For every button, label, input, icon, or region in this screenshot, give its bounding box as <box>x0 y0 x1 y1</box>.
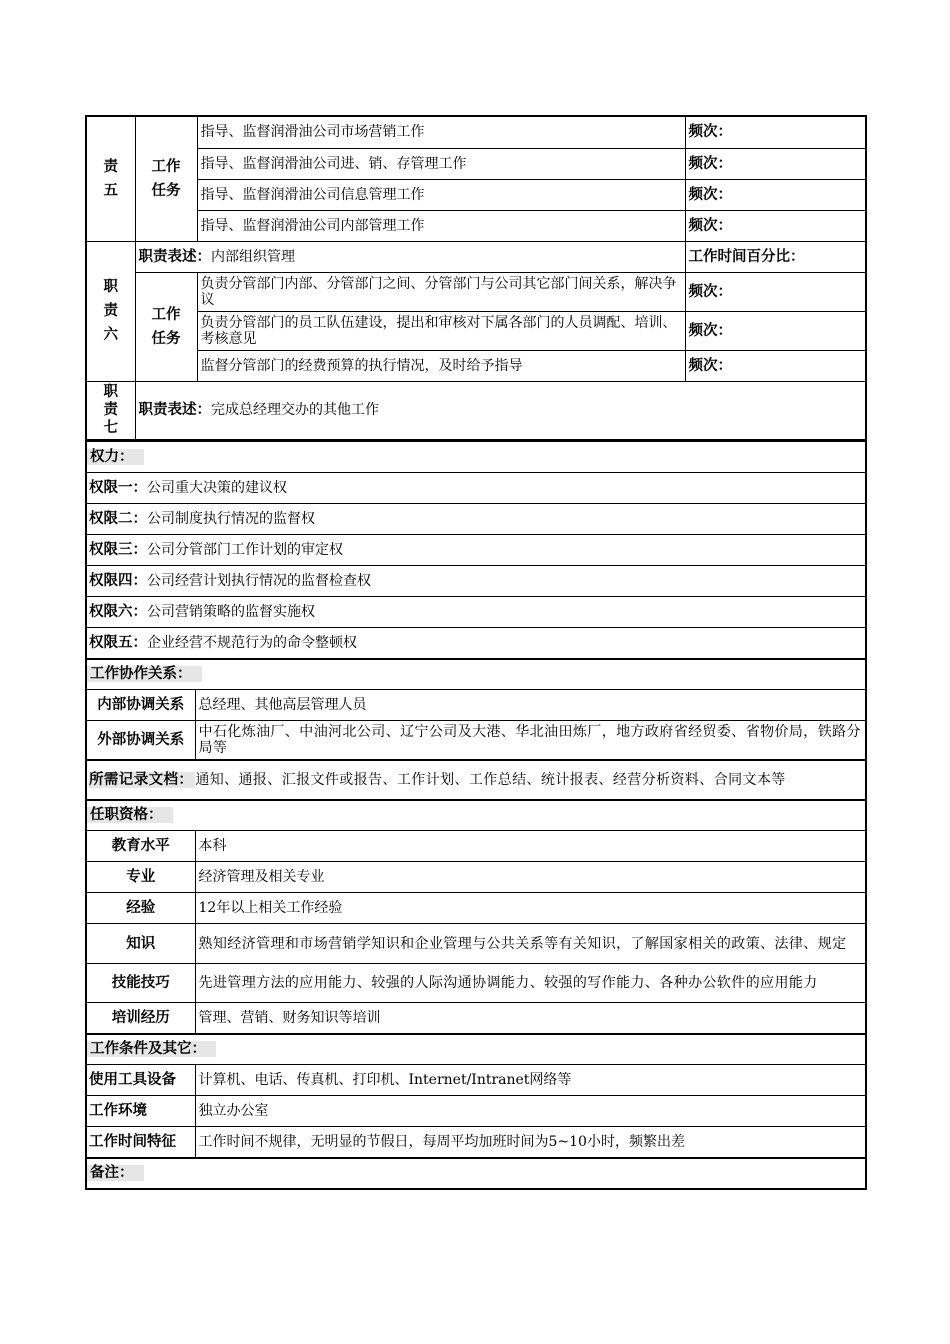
conditions-header <box>86 1034 866 1065</box>
authority-row-5 <box>86 597 866 628</box>
authority-row-2 <box>86 504 866 535</box>
duty6-desc-label: 职责表述： <box>138 248 211 265</box>
duty7-desc-text: 完成总经理交办的其他工作 <box>211 402 379 419</box>
authority-text-1: 公司重大决策的建议权 <box>147 480 287 496</box>
external-coordination-label: 外部协调关系 <box>86 721 195 760</box>
duty6-percent-label: 工作时间百分比： <box>685 241 866 272</box>
duty5-freq-3: 频次： <box>685 179 866 210</box>
qualification-text-education: 本科 <box>195 831 866 862</box>
internal-coordination-label: 内部协调关系 <box>86 690 195 721</box>
authority-row-6 <box>86 628 866 659</box>
conditions-title: 工作条件及其它： <box>87 1041 216 1057</box>
qualification-label-education: 教育水平 <box>86 831 195 862</box>
qualification-label-major: 专业 <box>86 862 195 893</box>
authority-label-1: 权限一： <box>89 480 147 496</box>
duty6-label: 职 责 六 <box>86 241 135 381</box>
duty5-task-2: 指导、监督润滑油公司进、销、存管理工作 <box>197 148 685 179</box>
records-label: 所需记录文档： <box>89 771 194 788</box>
authority-text-4: 公司经营计划执行情况的监督检查权 <box>147 573 371 589</box>
duty5-task-4: 指导、监督润滑油公司内部管理工作 <box>197 210 685 241</box>
duty5-freq-2: 频次： <box>685 148 866 179</box>
job-description-sheet <box>85 115 865 1190</box>
duty5-freq-1: 频次： <box>685 116 866 148</box>
authority-text-6: 企业经营不规范行为的命令整顿权 <box>147 634 357 651</box>
qualification-label-experience: 经验 <box>86 893 195 924</box>
duty6-task-1: 负责分管部门内部、分管部门之间、分管部门与公司其它部门间关系，解决争议 <box>197 272 685 311</box>
authority-label-2: 权限二： <box>89 511 147 527</box>
cooperation-title: 工作协作关系： <box>87 666 202 682</box>
qualification-text-skills: 先进管理方法的应用能力、较强的人际沟通协调能力、较强的写作能力、各种办公软件的应用能力 <box>195 964 866 1003</box>
qualification-text-major: 经济管理及相关专业 <box>195 862 866 893</box>
conditions-label-tools: 使用工具设备 <box>86 1065 195 1096</box>
records-text: 通知、通报、汇报文件或报告、工作计划、工作总结、统计报表、经营分析资料、合同文本等 <box>195 771 786 788</box>
qualification-label-training: 培训经历 <box>86 1003 195 1034</box>
qualification-text-knowledge: 熟知经济管理和市场营销学知识和企业管理与公共关系等有关知识，了解国家相关的政策、法律、规定 <box>195 924 866 964</box>
qualification-text-experience: 12年以上相关工作经验 <box>195 893 866 924</box>
conditions-text-hours: 工作时间不规律，无明显的节假日，每周平均加班时间为5~10小时，频繁出差 <box>195 1127 866 1158</box>
qualification-title: 任职资格： <box>87 807 173 823</box>
authority-text-5: 公司营销策略的监督实施权 <box>147 604 315 620</box>
details-table <box>85 441 867 1190</box>
duty6-freq-2: 频次： <box>685 311 866 350</box>
duty6-freq-3: 频次： <box>685 350 866 381</box>
internal-coordination-text: 总经理、其他高层管理人员 <box>195 690 866 721</box>
duties-table <box>85 115 867 441</box>
duty7-desc-label: 职责表述： <box>138 402 211 419</box>
duty7-label: 职 责 七 <box>86 381 135 440</box>
authority-text-2: 公司制度执行情况的监督权 <box>147 511 315 527</box>
qualification-header <box>86 800 866 831</box>
duty5-task-1: 指导、监督润滑油公司市场营销工作 <box>197 116 685 148</box>
duty5-task-3: 指导、监督润滑油公司信息管理工作 <box>197 179 685 210</box>
authority-title: 权力： <box>87 449 144 465</box>
conditions-text-environment: 独立办公室 <box>195 1096 866 1127</box>
cooperation-header <box>86 659 866 690</box>
authority-text-3: 公司分管部门工作计划的审定权 <box>147 542 343 558</box>
duty6-desc-text: 内部组织管理 <box>211 248 295 265</box>
authority-label-6: 权限五： <box>89 634 147 651</box>
authority-label-4: 权限四： <box>89 573 147 589</box>
duty7-description <box>135 381 866 440</box>
authority-label-5: 权限六： <box>89 604 147 620</box>
authority-header <box>86 442 866 473</box>
authority-row-4 <box>86 566 866 597</box>
records-row <box>86 760 866 800</box>
qualification-text-training: 管理、营销、财务知识等培训 <box>195 1003 866 1034</box>
conditions-label-hours: 工作时间特征 <box>86 1127 195 1158</box>
authority-row-3 <box>86 535 866 566</box>
duty5-label: 责 五 <box>86 116 135 241</box>
conditions-text-tools: 计算机、电话、传真机、打印机、Internet/Intranet网络等 <box>195 1065 866 1096</box>
duty6-task-2: 负责分管部门的员工队伍建设，提出和审核对下属各部门的人员调配、培训、考核意见 <box>197 311 685 350</box>
conditions-label-environment: 工作环境 <box>86 1096 195 1127</box>
qualification-label-knowledge: 知识 <box>86 924 195 964</box>
external-coordination-text: 中石化炼油厂、中油河北公司、辽宁公司及大港、华北油田炼厂，地方政府省经贸委、省物价局，铁路分局等 <box>195 721 866 760</box>
duty6-description <box>135 241 685 272</box>
duty6-task-3: 监督分管部门的经费预算的执行情况，及时给予指导 <box>197 350 685 381</box>
duty6-freq-1: 频次： <box>685 272 866 311</box>
authority-label-3: 权限三： <box>89 542 147 558</box>
remarks-header <box>86 1158 866 1189</box>
qualification-label-skills: 技能技巧 <box>86 964 195 1003</box>
authority-row-1 <box>86 473 866 504</box>
remarks-title: 备注： <box>87 1165 144 1181</box>
duty5-freq-4: 频次： <box>685 210 866 241</box>
duty5-task-label: 工作 任务 <box>135 116 197 241</box>
duty6-task-label: 工作 任务 <box>135 272 197 381</box>
